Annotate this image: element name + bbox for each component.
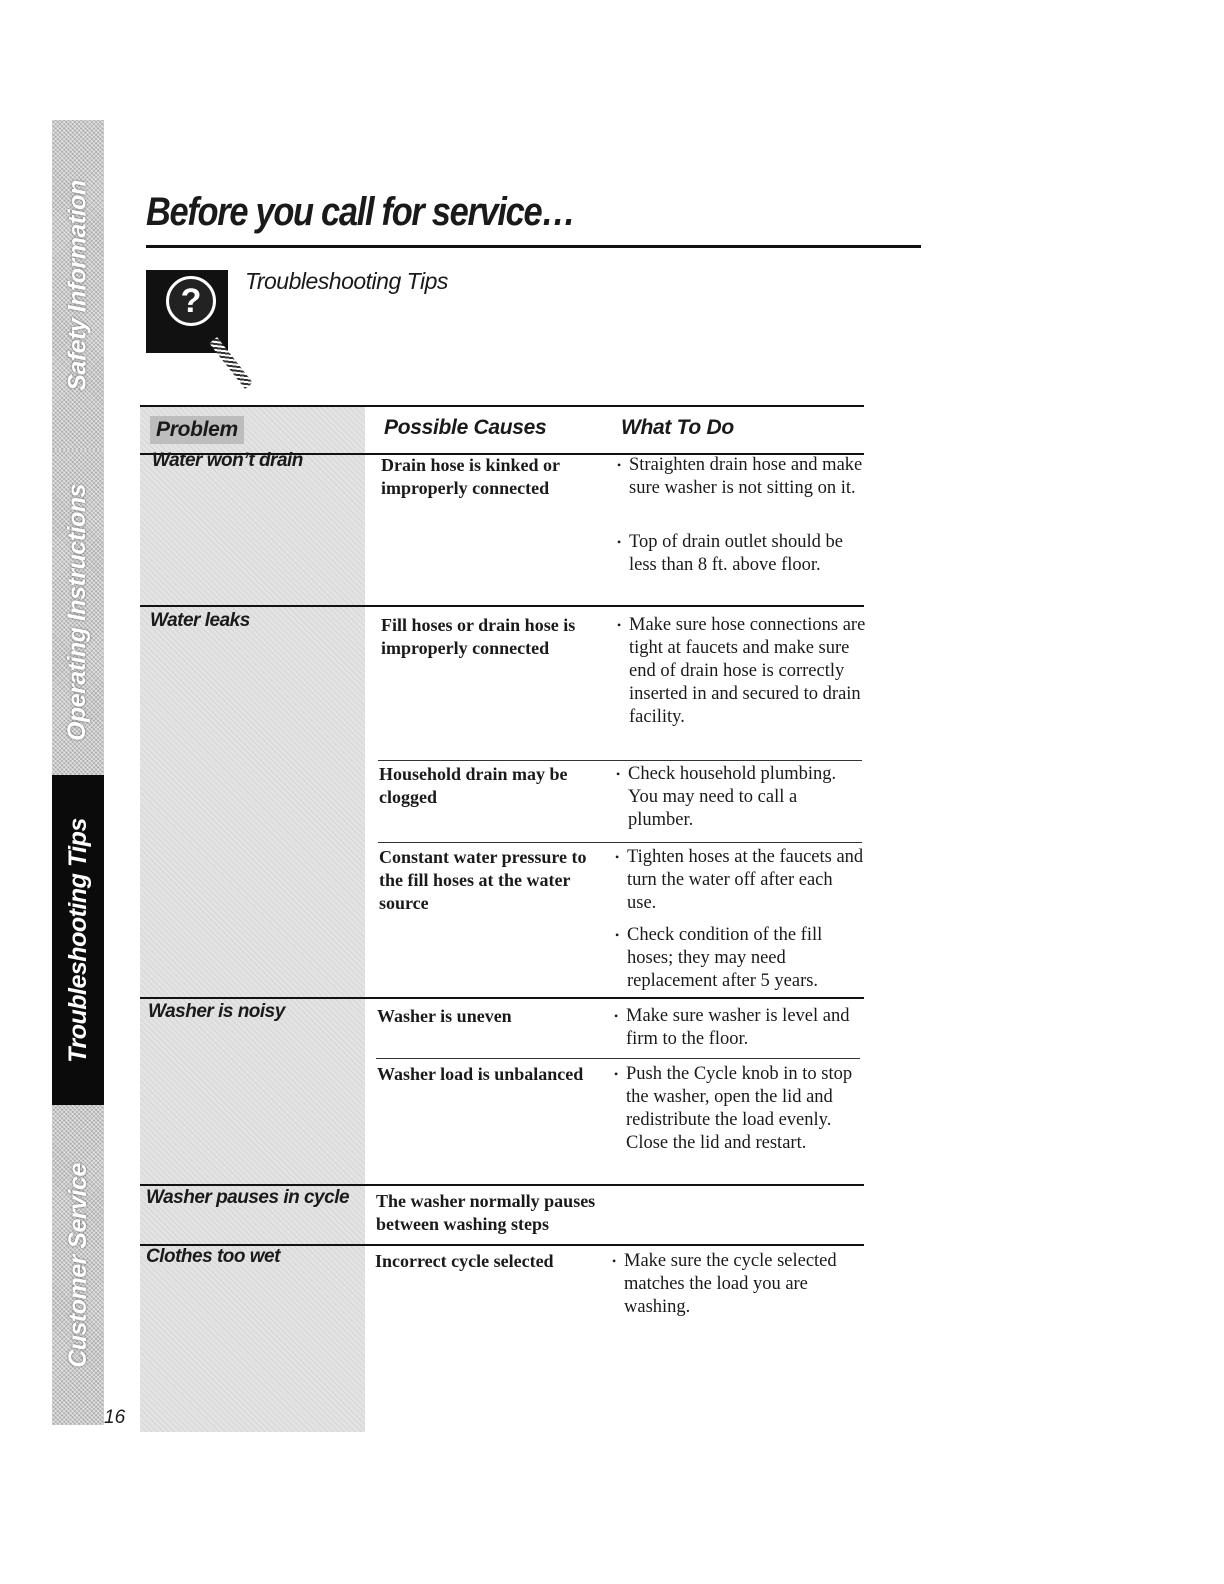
column-header-todo: What To Do bbox=[621, 416, 734, 439]
todo-item bbox=[614, 1063, 864, 1155]
bullet-icon: • bbox=[616, 767, 621, 781]
cause-text: Household drain may be clogged bbox=[379, 764, 568, 807]
todo-item bbox=[614, 1005, 864, 1051]
problem-label: Washer is noisy bbox=[148, 1001, 285, 1022]
todo-text: Make sure the cycle selected matches the load you are washing. bbox=[624, 1251, 837, 1317]
bullet-icon: • bbox=[614, 1067, 619, 1081]
todo-text: Check condition of the fill hoses; they may need replacement after 5 years. bbox=[627, 925, 823, 991]
side-tab-bar bbox=[52, 120, 104, 1425]
side-tab-label: Safety Information bbox=[63, 179, 92, 391]
title-divider bbox=[146, 245, 921, 248]
magnifier-handle-icon bbox=[209, 337, 253, 389]
question-mark-icon: ? bbox=[166, 276, 216, 326]
bullet-icon: • bbox=[615, 850, 620, 864]
section-title: Troubleshooting Tips bbox=[245, 268, 448, 294]
todo-text: Top of drain outlet should be less than 8 ft. above floor. bbox=[629, 532, 843, 575]
cause-text: Fill hoses or drain hose is improperly connected bbox=[381, 615, 576, 658]
side-tab-troubleshooting-tips[interactable] bbox=[52, 775, 104, 1107]
page-number: 16 bbox=[104, 1407, 126, 1428]
side-tab-label: Customer Service bbox=[63, 1162, 92, 1368]
todo-item bbox=[617, 454, 867, 500]
bullet-icon: • bbox=[614, 1009, 619, 1023]
todo-item bbox=[617, 531, 867, 577]
row-divider bbox=[140, 605, 864, 607]
row-divider bbox=[140, 1184, 864, 1186]
todo-item bbox=[616, 763, 866, 832]
sub-row-divider bbox=[376, 1058, 860, 1059]
problem-label: Water leaks bbox=[150, 610, 250, 631]
cause-text: Incorrect cycle selected bbox=[375, 1251, 554, 1271]
side-tab-label: Operating Instructions bbox=[63, 483, 92, 742]
row-divider bbox=[140, 997, 864, 999]
todo-item bbox=[615, 924, 865, 993]
side-tab-label: Troubleshooting Tips bbox=[63, 817, 92, 1063]
todo-text: Push the Cycle knob in to stop the washer, open the lid and redistribute the load evenly. Close the lid and restart. bbox=[626, 1064, 853, 1153]
todo-item bbox=[615, 846, 865, 915]
cause-text: Washer is uneven bbox=[377, 1006, 512, 1026]
todo-text: Tighten hoses at the faucets and turn the water off after each use. bbox=[627, 847, 864, 913]
side-tab-safety-information[interactable] bbox=[52, 120, 104, 452]
column-header-problem: Problem bbox=[150, 416, 244, 444]
sub-row-divider bbox=[378, 760, 862, 761]
problem-label: Water won’t drain bbox=[152, 450, 303, 471]
problem-label: Washer pauses in cycle bbox=[146, 1187, 350, 1208]
cause-text: Drain hose is kinked or improperly connected bbox=[381, 455, 560, 498]
bullet-icon: • bbox=[612, 1254, 617, 1268]
todo-item bbox=[617, 614, 867, 729]
problem-column-shading bbox=[140, 405, 365, 1432]
todo-item bbox=[612, 1250, 862, 1319]
troubleshooting-table bbox=[140, 405, 864, 455]
todo-text: Make sure hose connections are tight at faucets and make sure end of drain hose is correctly inserted in and secured to drain facility. bbox=[629, 615, 866, 727]
sub-row-divider bbox=[378, 842, 862, 843]
side-tab-customer-service[interactable] bbox=[52, 1105, 104, 1427]
problem-label: Clothes too wet bbox=[146, 1246, 280, 1267]
cause-text: Constant water pressure to the fill hoses at the water source bbox=[379, 847, 587, 913]
column-header-causes: Possible Causes bbox=[384, 416, 547, 439]
bullet-icon: • bbox=[617, 618, 622, 632]
todo-text: Make sure washer is level and firm to the floor. bbox=[626, 1006, 850, 1049]
cause-text: The washer normally pauses between washing steps bbox=[376, 1191, 596, 1234]
bullet-icon: • bbox=[617, 458, 622, 472]
todo-text: Straighten drain hose and make sure washer is not sitting on it. bbox=[629, 455, 863, 498]
bullet-icon: • bbox=[617, 535, 622, 549]
bullet-icon: • bbox=[615, 928, 620, 942]
side-tab-operating-instructions[interactable] bbox=[52, 450, 104, 777]
table-header bbox=[140, 405, 864, 455]
cause-text: Washer load is unbalanced bbox=[377, 1064, 584, 1084]
todo-text: Check household plumbing. You may need to call a plumber. bbox=[628, 764, 837, 830]
page-title: Before you call for service… bbox=[146, 190, 575, 234]
